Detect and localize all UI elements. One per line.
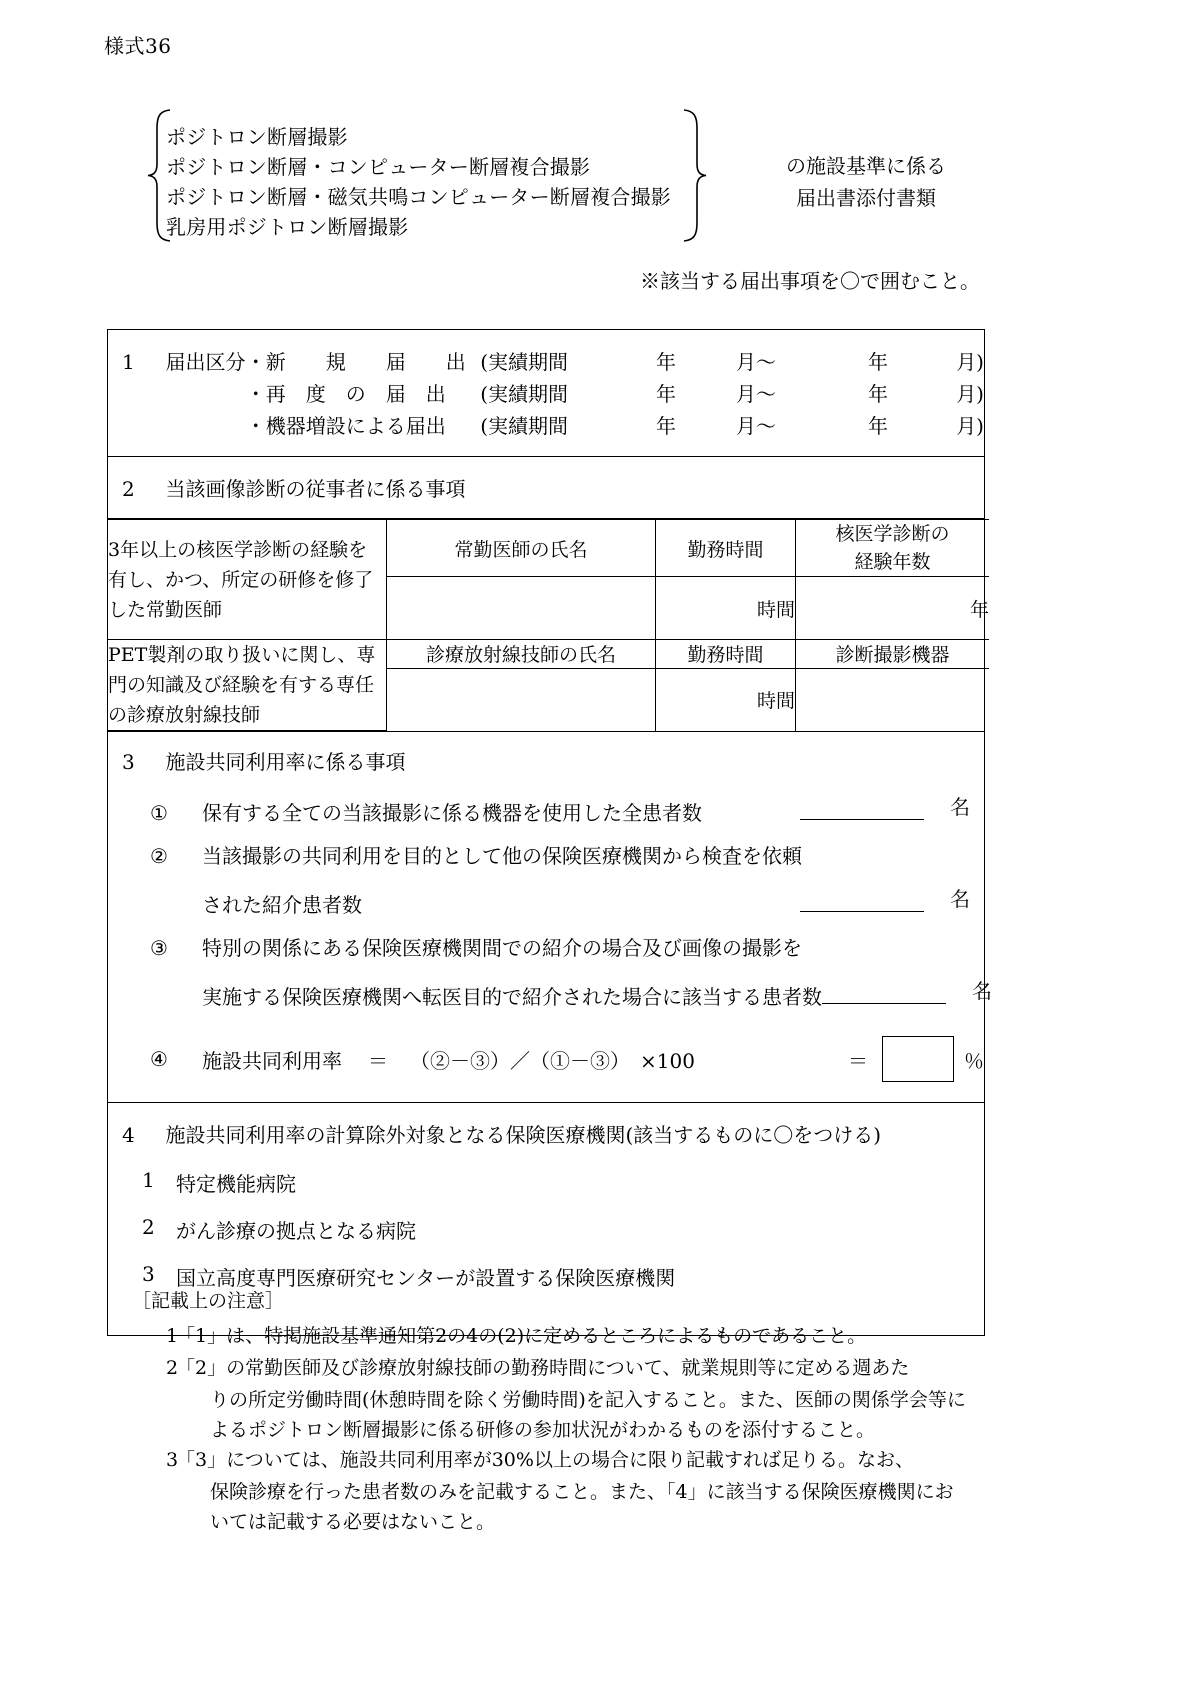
- note-1-number: 1: [166, 1325, 179, 1347]
- technologist-requirement-label: PET製剤の取り扱いに関し、専門の知識及び経験を有する専任の診療放射線技師: [108, 640, 387, 731]
- section1-row: [108, 378, 984, 410]
- note-2-line-1: 「2」の常勤医師及び診療放射線技師の勤務時間について、就業規則等に定める週あた: [176, 1357, 910, 1379]
- section1-bullet: ・: [245, 350, 266, 374]
- modality-item: 乳房用ポジトロン断層撮影: [166, 215, 409, 239]
- section3-item-3-continuation: [108, 975, 992, 1010]
- doctor-years-header-line1: 核医学診断の: [835, 523, 950, 545]
- modality-item: ポジトロン断層撮影: [166, 125, 348, 149]
- section3-item-2-continuation: [108, 883, 984, 918]
- section3-marker-1: ①: [150, 801, 168, 825]
- section3-text-2: 当該撮影の共同利用を目的として他の保険医療機関から検査を依頼: [202, 844, 802, 868]
- technologist-name-header: 診療放射線技師の氏名: [387, 640, 656, 669]
- doctor-hours-input[interactable]: 時間: [656, 577, 796, 640]
- circle-instruction-note: ※該当する届出事項を〇で囲むこと。: [640, 269, 980, 293]
- section3-text-3-cont: 実施する保険医療機関へ転医目的で紹介された場合に該当する患者数: [202, 985, 822, 1009]
- note-3-line-2: 保険診療を行った患者数のみを記載すること。また、「4」に該当する保険医療機関にお: [210, 1481, 954, 1503]
- section3-unit-2: 名: [950, 887, 970, 911]
- section3-marker-3: ③: [150, 936, 168, 960]
- section1-month2[interactable]: 月): [956, 350, 984, 374]
- section3-result-equals: ＝: [848, 1048, 868, 1073]
- technologist-device-header: 診断撮影機器: [796, 640, 990, 669]
- section4-option-1[interactable]: [108, 1168, 984, 1197]
- doctor-years-header-line2: 経験年数: [854, 551, 931, 573]
- section1-month2[interactable]: 月): [956, 414, 984, 438]
- staff-table: [108, 519, 989, 731]
- section1-period-label: (実績期間: [480, 350, 568, 374]
- section1-row: [108, 410, 984, 442]
- section-3: [108, 732, 992, 1103]
- section1-number: 1: [122, 350, 135, 374]
- section1-month1[interactable]: 月～: [736, 350, 776, 374]
- technologist-name-input[interactable]: [387, 668, 656, 731]
- doctor-hours-header: 勤務時間: [656, 520, 796, 577]
- section3-number: 3: [122, 750, 135, 774]
- section-2-table: [108, 519, 989, 732]
- section3-percent-unit: ％: [964, 1048, 984, 1073]
- section3-unit-1: 名: [950, 795, 970, 819]
- note-1-line-1: 「1」は、特掲施設基準通知第2の4の(2)に定めるところによるものであること。: [176, 1325, 867, 1347]
- section4-number: 4: [122, 1123, 135, 1147]
- technologist-hours-header: 勤務時間: [656, 640, 796, 669]
- section3-unit-3: 名: [972, 979, 992, 1003]
- section1-month1[interactable]: 月～: [736, 382, 776, 406]
- section1-year2[interactable]: 年: [868, 414, 888, 438]
- section1-row: [108, 346, 984, 378]
- section3-text-3: 特別の関係にある保険医療機関間での紹介の場合及び画像の撮影を: [202, 936, 802, 960]
- section-2-header: [108, 457, 984, 519]
- section4-option-2-number: 2: [142, 1215, 155, 1239]
- note-3-number: 3: [166, 1449, 179, 1471]
- section1-bullet: ・: [245, 382, 266, 406]
- section3-marker-2: ②: [150, 844, 168, 868]
- doctor-years-input[interactable]: 年: [796, 577, 990, 640]
- section4-option-1-label: 特定機能病院: [176, 1172, 296, 1196]
- section3-value-1-input[interactable]: [800, 797, 924, 820]
- note-2-line-3: よるポジトロン断層撮影に係る研修の参加状況がわかるものを添付すること。: [210, 1419, 876, 1441]
- section1-year1[interactable]: 年: [656, 414, 676, 438]
- section4-option-2[interactable]: [108, 1215, 984, 1244]
- section1-kind[interactable]: 新 規 届 出: [265, 350, 466, 374]
- section3-text-2-cont: された紹介患者数: [202, 893, 362, 917]
- section1-month1[interactable]: 月～: [736, 414, 776, 438]
- section1-kind[interactable]: 再 度 の 届 出: [265, 382, 446, 406]
- section3-title-row: [108, 746, 984, 775]
- modality-list: [166, 122, 686, 242]
- section1-year2[interactable]: 年: [868, 382, 888, 406]
- section1-title: 届出区分: [165, 350, 246, 374]
- section1-year2[interactable]: 年: [868, 350, 888, 374]
- section4-option-2-label: がん診療の拠点となる病院: [176, 1219, 416, 1243]
- doctor-name-header: 常勤医師の氏名: [387, 520, 656, 577]
- note-3-line-1: 「3」については、施設共同利用率が30%以上の場合に限り記載すれば足りる。なお、: [176, 1449, 914, 1471]
- section3-utilization-rate-input[interactable]: [882, 1036, 954, 1082]
- section3-value-3-input[interactable]: [822, 981, 946, 1004]
- section3-formula-label: 施設共同利用率: [202, 1048, 342, 1073]
- section4-option-3-label: 国立高度専門医療研究センターが設置する保険医療機関: [176, 1266, 676, 1290]
- form-main-box: [107, 329, 992, 1336]
- note-2-number: 2: [166, 1357, 179, 1379]
- document-subject: [736, 150, 996, 214]
- section3-formula-equals: ＝: [368, 1048, 388, 1073]
- section2-number: 2: [122, 477, 135, 501]
- table-row: [108, 640, 989, 669]
- section3-text-1: 保有する全ての当該撮影に係る機器を使用した全患者数: [202, 801, 702, 825]
- notes-title: ［記載上の注意］: [132, 1290, 285, 1312]
- note-3-line-3: いては記載する必要はないこと。: [210, 1511, 496, 1533]
- doctor-requirement-label: 3年以上の核医学診断の経験を有し、かつ、所定の研修を修了した常勤医師: [108, 520, 387, 640]
- section4-option-1-number: 1: [142, 1168, 155, 1192]
- document-subject-line2: 届出書添付書類: [796, 186, 936, 210]
- doctor-name-input[interactable]: [387, 577, 656, 640]
- note-item-3: [132, 1445, 1012, 1475]
- section1-bullet: ・: [245, 414, 266, 438]
- section1-period-label: (実績期間: [480, 414, 568, 438]
- technologist-device-input[interactable]: [796, 668, 990, 731]
- modality-item: ポジトロン断層・磁気共鳴コンピューター断層複合撮影: [166, 185, 671, 209]
- section4-title: 施設共同利用率の計算除外対象となる保険医療機関(該当するものに〇をつける): [165, 1123, 882, 1147]
- modality-item: ポジトロン断層・コンピューター断層複合撮影: [166, 155, 591, 179]
- section2-title: 当該画像診断の従事者に係る事項: [165, 477, 466, 501]
- section3-title: 施設共同利用率に係る事項: [165, 750, 406, 774]
- technologist-hours-input[interactable]: 時間: [656, 668, 796, 731]
- section-1: [108, 330, 984, 457]
- section3-formula-expression: （②－③）／（①－③） ×100: [410, 1048, 695, 1073]
- note-2-line-2: りの所定労働時間(休憩時間を除く労働時間)を記入すること。また、医師の関係学会等に: [210, 1389, 966, 1411]
- section3-item-3: [108, 932, 984, 961]
- section1-month2[interactable]: 月): [956, 382, 984, 406]
- modality-brace-block: [146, 108, 1006, 243]
- document-subject-line1: の施設基準に係る: [786, 154, 946, 178]
- note-item-2: [132, 1353, 1012, 1383]
- section4-option-3-number: 3: [142, 1262, 155, 1286]
- section3-formula-row: [108, 1036, 984, 1082]
- section3-marker-4: ④: [150, 1047, 168, 1071]
- doctor-years-header: [796, 520, 990, 577]
- section3-item-1: [108, 791, 984, 826]
- table-row: [108, 520, 989, 577]
- section3-item-2: [108, 840, 984, 869]
- section1-kind[interactable]: 機器増設による届出: [265, 414, 446, 438]
- form-number: 様式36: [104, 34, 172, 58]
- section1-year1[interactable]: 年: [656, 382, 676, 406]
- note-item-1: [132, 1321, 1012, 1351]
- section3-value-2-input[interactable]: [800, 889, 924, 912]
- section1-period-label: (実績期間: [480, 382, 568, 406]
- section1-year1[interactable]: 年: [656, 350, 676, 374]
- section4-title-row: [108, 1119, 984, 1148]
- notes-block: [132, 1286, 1012, 1537]
